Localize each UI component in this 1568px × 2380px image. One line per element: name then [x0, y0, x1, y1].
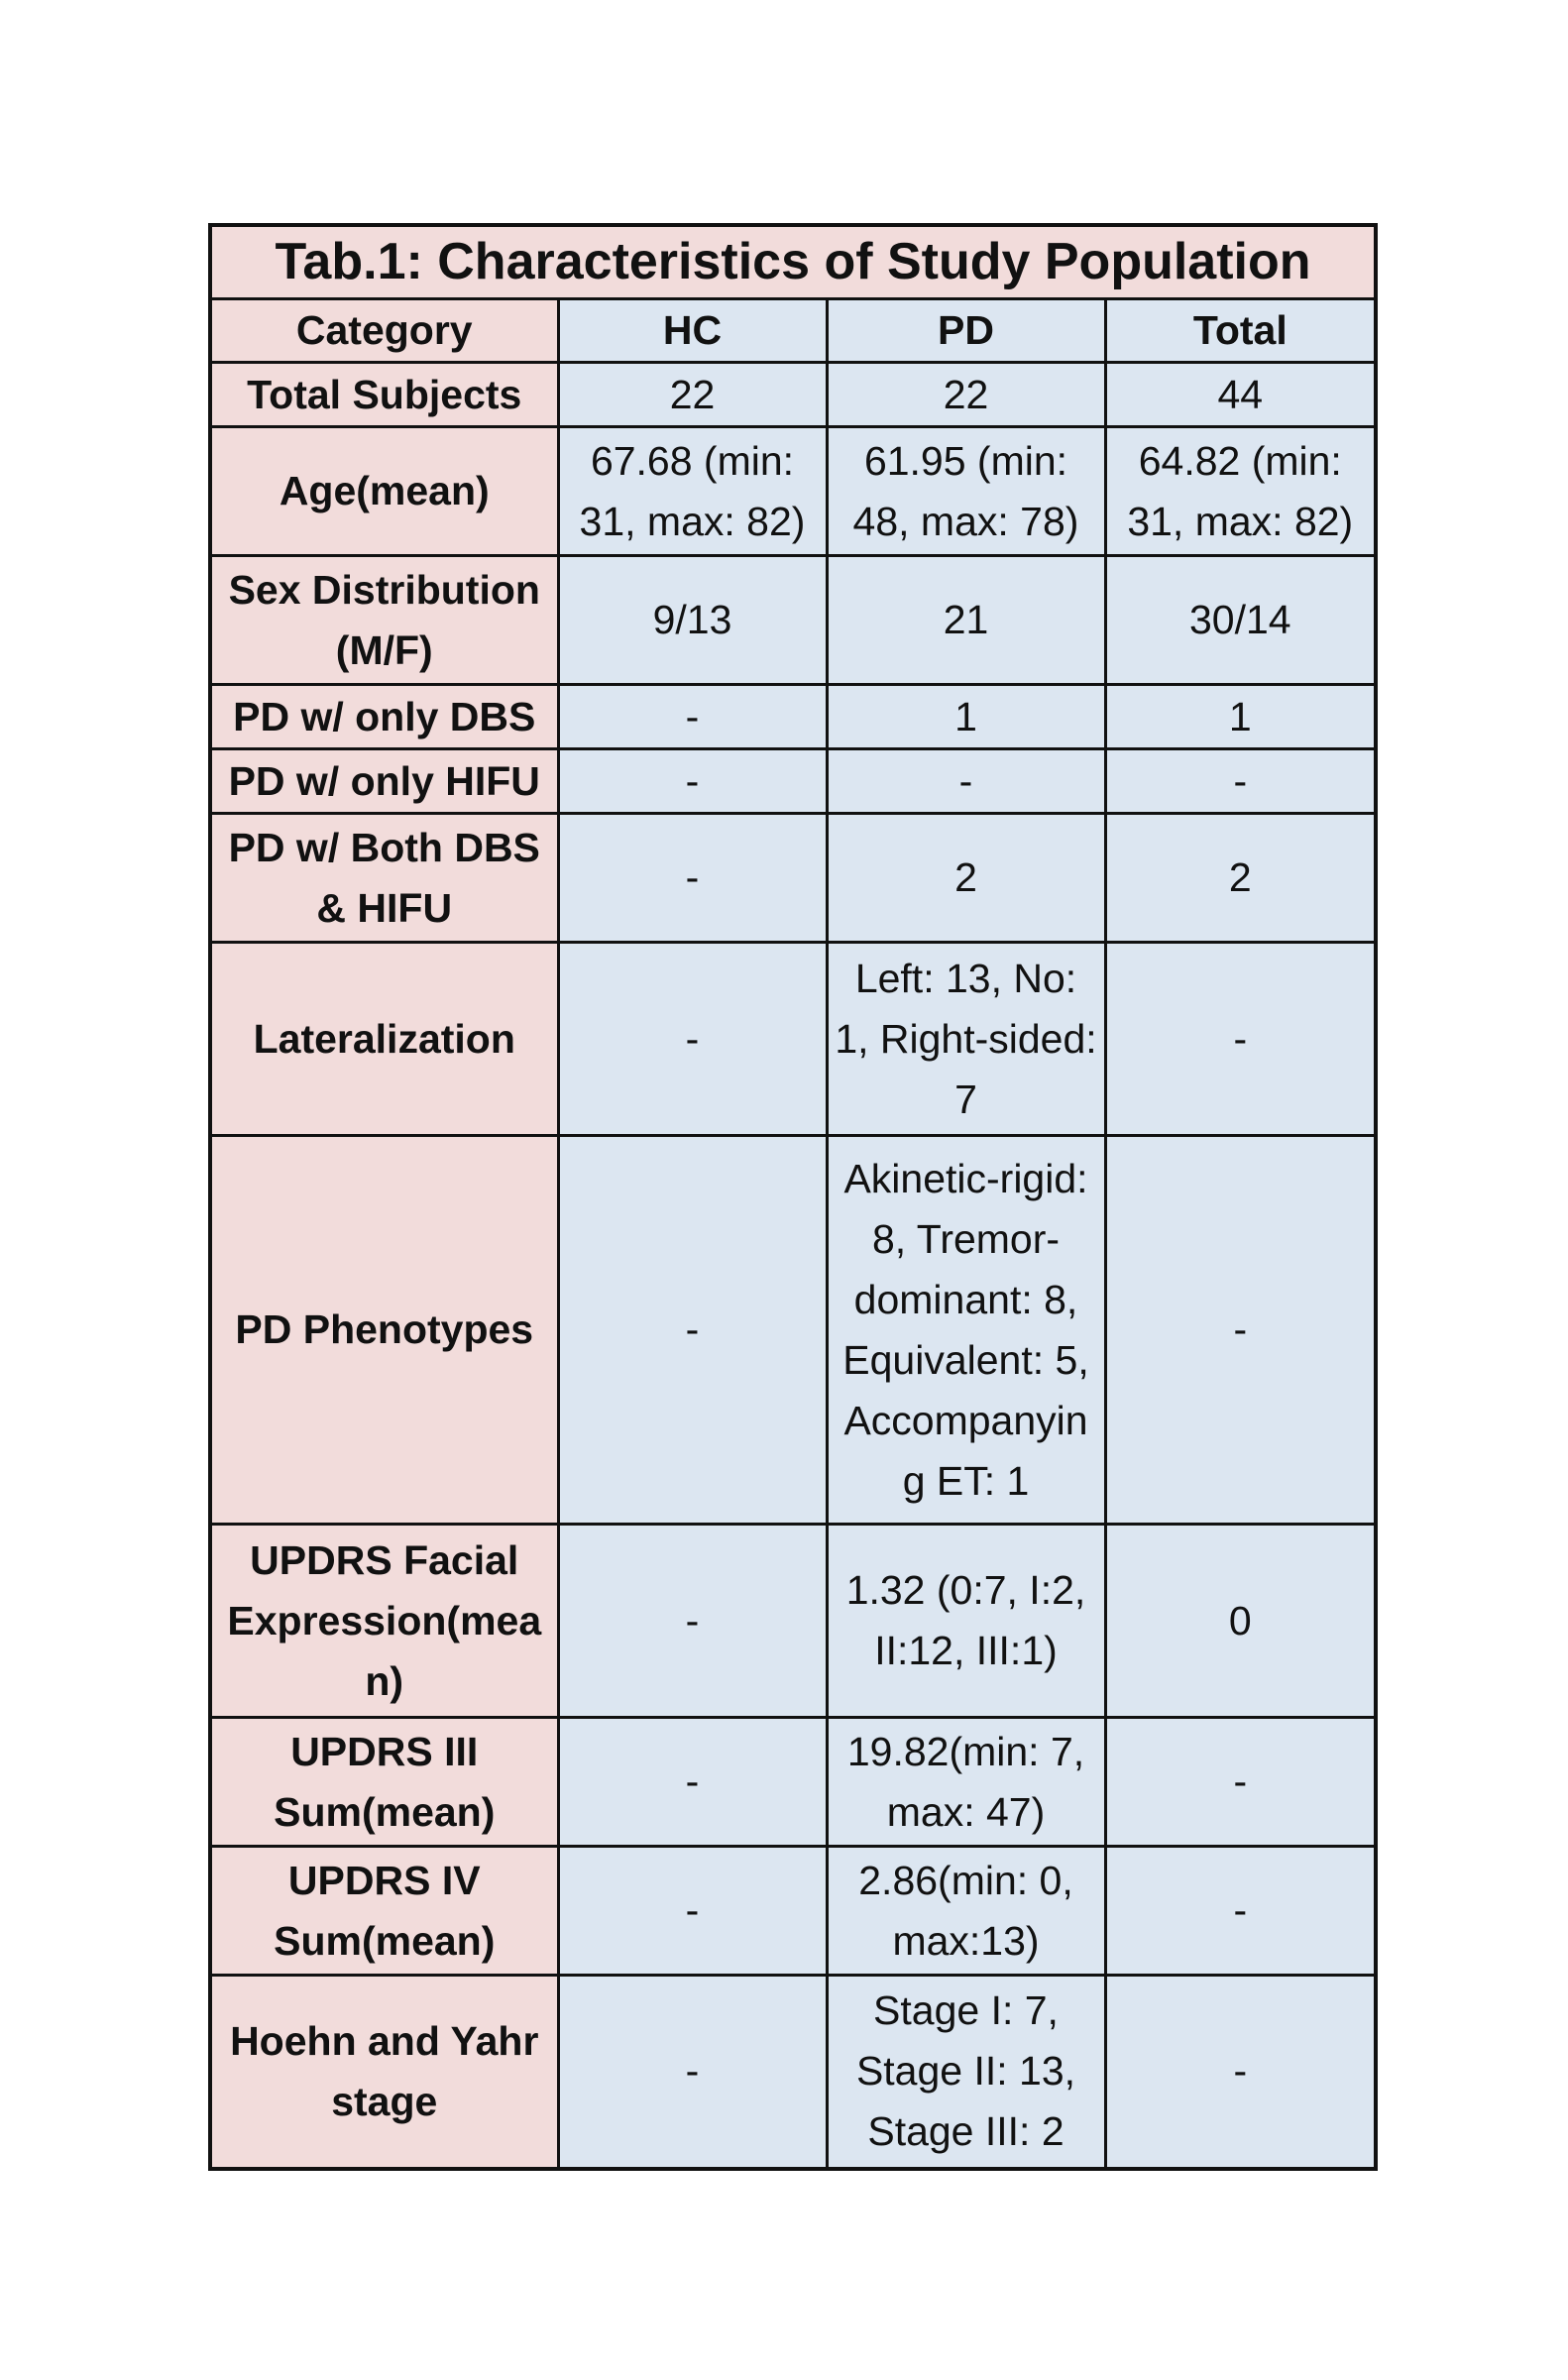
total-cell: 64.82 (min: 31, max: 82) [1105, 427, 1376, 556]
column-header-pd: PD [827, 299, 1105, 363]
row-label: Total Subjects [210, 363, 558, 427]
row-label: UPDRS Facial Expression(mean) [210, 1525, 558, 1718]
total-cell: 1 [1105, 685, 1376, 749]
table-row [210, 1718, 1376, 1847]
table-row [210, 363, 1376, 427]
table-row [210, 943, 1376, 1136]
table-row [210, 1136, 1376, 1525]
row-label: UPDRS IV Sum(mean) [210, 1847, 558, 1976]
row-label: PD w/ Both DBS & HIFU [210, 814, 558, 943]
total-cell: 2 [1105, 814, 1376, 943]
row-label: PD w/ only HIFU [210, 749, 558, 814]
pd-cell: Akinetic-rigid: 8, Tremor-dominant: 8, Equivalent: 5, Accompanying ET: 1 [827, 1136, 1105, 1525]
row-label: PD Phenotypes [210, 1136, 558, 1525]
table-row [210, 556, 1376, 685]
hc-cell: - [558, 814, 827, 943]
column-header-hc: HC [558, 299, 827, 363]
pd-cell: 21 [827, 556, 1105, 685]
total-cell: 30/14 [1105, 556, 1376, 685]
table-header-row [210, 299, 1376, 363]
hc-cell: - [558, 685, 827, 749]
total-cell: - [1105, 1718, 1376, 1847]
total-cell: - [1105, 1136, 1376, 1525]
table-row [210, 685, 1376, 749]
pd-cell: 61.95 (min: 48, max: 78) [827, 427, 1105, 556]
row-label: PD w/ only DBS [210, 685, 558, 749]
row-label: Lateralization [210, 943, 558, 1136]
hc-cell: 67.68 (min: 31, max: 82) [558, 427, 827, 556]
pd-cell: 22 [827, 363, 1105, 427]
table-title: Tab.1: Characteristics of Study Population [210, 225, 1376, 299]
hc-cell: - [558, 1525, 827, 1718]
table-row [210, 1847, 1376, 1976]
column-header-category: Category [210, 299, 558, 363]
hc-cell: 22 [558, 363, 827, 427]
pd-cell: 2.86(min: 0, max:13) [827, 1847, 1105, 1976]
table-caption-row [210, 225, 1376, 299]
table-row [210, 814, 1376, 943]
hc-cell: - [558, 1718, 827, 1847]
pd-cell: 1 [827, 685, 1105, 749]
pd-cell: Left: 13, No: 1, Right-sided: 7 [827, 943, 1105, 1136]
hc-cell: - [558, 1976, 827, 2169]
total-cell: 0 [1105, 1525, 1376, 1718]
table-row [210, 427, 1376, 556]
row-label: UPDRS III Sum(mean) [210, 1718, 558, 1847]
hc-cell: - [558, 749, 827, 814]
hc-cell: - [558, 1136, 827, 1525]
row-label: Hoehn and Yahr stage [210, 1976, 558, 2169]
hc-cell: 9/13 [558, 556, 827, 685]
row-label: Sex Distribution (M/F) [210, 556, 558, 685]
pd-cell: 2 [827, 814, 1105, 943]
table-row [210, 749, 1376, 814]
hc-cell: - [558, 943, 827, 1136]
pd-cell: 19.82(min: 7, max: 47) [827, 1718, 1105, 1847]
pd-cell: 1.32 (0:7, I:2, II:12, III:1) [827, 1525, 1105, 1718]
total-cell: - [1105, 1847, 1376, 1976]
pd-cell: Stage I: 7, Stage II: 13, Stage III: 2 [827, 1976, 1105, 2169]
pd-cell: - [827, 749, 1105, 814]
row-label: Age(mean) [210, 427, 558, 556]
characteristics-table [208, 223, 1378, 2171]
total-cell: 44 [1105, 363, 1376, 427]
table-row [210, 1525, 1376, 1718]
total-cell: - [1105, 1976, 1376, 2169]
hc-cell: - [558, 1847, 827, 1976]
total-cell: - [1105, 943, 1376, 1136]
column-header-total: Total [1105, 299, 1376, 363]
table-row [210, 1976, 1376, 2169]
total-cell: - [1105, 749, 1376, 814]
